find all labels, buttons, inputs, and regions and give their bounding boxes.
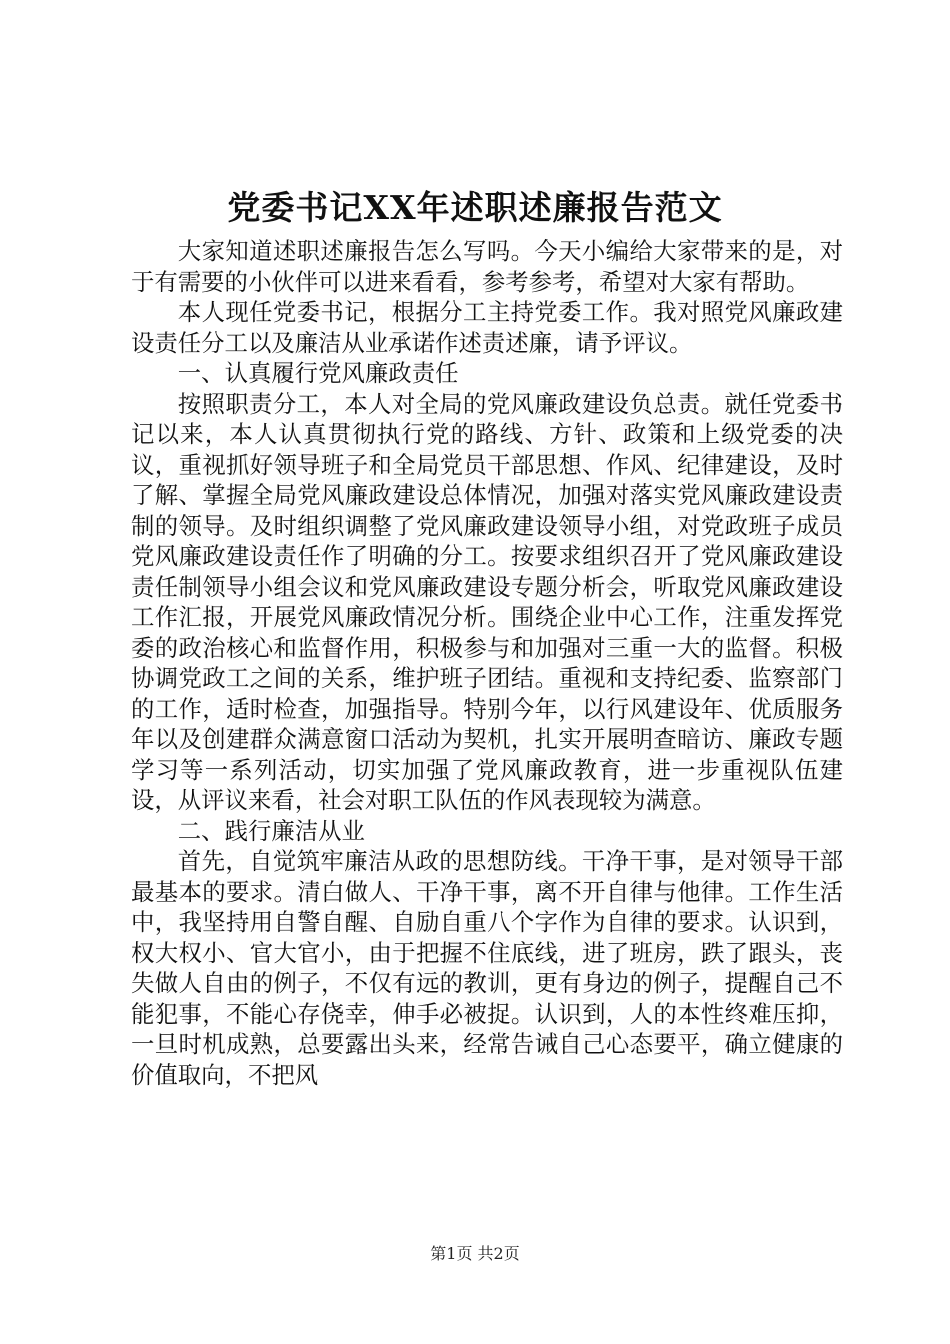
section-heading-1: 一、认真履行党风廉政责任 <box>177 359 459 387</box>
paragraph-intro: 大家知道述职述廉报告怎么写吗。今天小编给大家带来的是，对于有需要的小伙伴可以进来看看，参考参考，希望对大家有帮助。 <box>131 237 843 296</box>
page-number-footer: 第1页 共2页 <box>430 1244 520 1263</box>
paragraph-integrity: 首先，自觉筑牢廉洁从政的思想防线。干净干事，是对领导干部最基本的要求。清白做人、干净干事，离不开自律与他律。工作生活中，我坚持用自警自醒、自励自重八个字作为自律的要求。认识到，权大权小、官大官小，由于把握不住底线，进了班房，跌了跟头，丧失做人自由的例子，不仅有远的教训，更有身边的例子，提醒自己不能犯事，不能心存侥幸，伸手必被捉。认识到，人的本性终难压抑，一旦时机成熟，总要露出头来，经常告诫自己心态要平，确立健康的价值取向，不把风 <box>131 847 843 1089</box>
document-body <box>131 236 843 1090</box>
paragraph-position: 本人现任党委书记，根据分工主持党委工作。我对照党风廉政建设责任分工以及廉洁从业承诺作述责述廉，请予评议。 <box>131 298 843 357</box>
document-title: 党委书记XX年述职述廉报告范文 <box>227 188 723 227</box>
section-heading-2: 二、践行廉洁从业 <box>177 816 365 845</box>
paragraph-responsibility: 按照职责分工，本人对全局的党风廉政建设负总责。就任党委书记以来，本人认真贯彻执行党的路线、方针、政策和上级党委的决议，重视抓好领导班子和全局党员干部思想、作风、纪律建设，及时了解、掌握全局党风廉政建设总体情况，加强对落实党风廉政建设责制的领导。及时组织调整了党风廉政建设领导小组，对党政班子成员党风廉政建设责任作了明确的分工。按要求组织召开了党风廉政建设责任制领导小组会议和党风廉政建设专题分析会，听取党风廉政建设工作汇报，开展党风廉政情况分析。围绕企业中心工作，注重发挥党委的政治核心和监督作用，积极参与和加强对三重一大的监督。积极协调党政工之间的关系，维护班子团结。重视和支持纪委、监察部门的工作，适时检查，加强指导。特别今年，以行风建设年、优质服务年以及创建群众满意窗口活动为契机，扎实开展明查暗访、廉政专题学习等一系列活动，切实加强了党风廉政教育，进一步重视队伍建设，从评议来看，社会对职工队伍的作风表现较为满意。 <box>131 389 843 814</box>
